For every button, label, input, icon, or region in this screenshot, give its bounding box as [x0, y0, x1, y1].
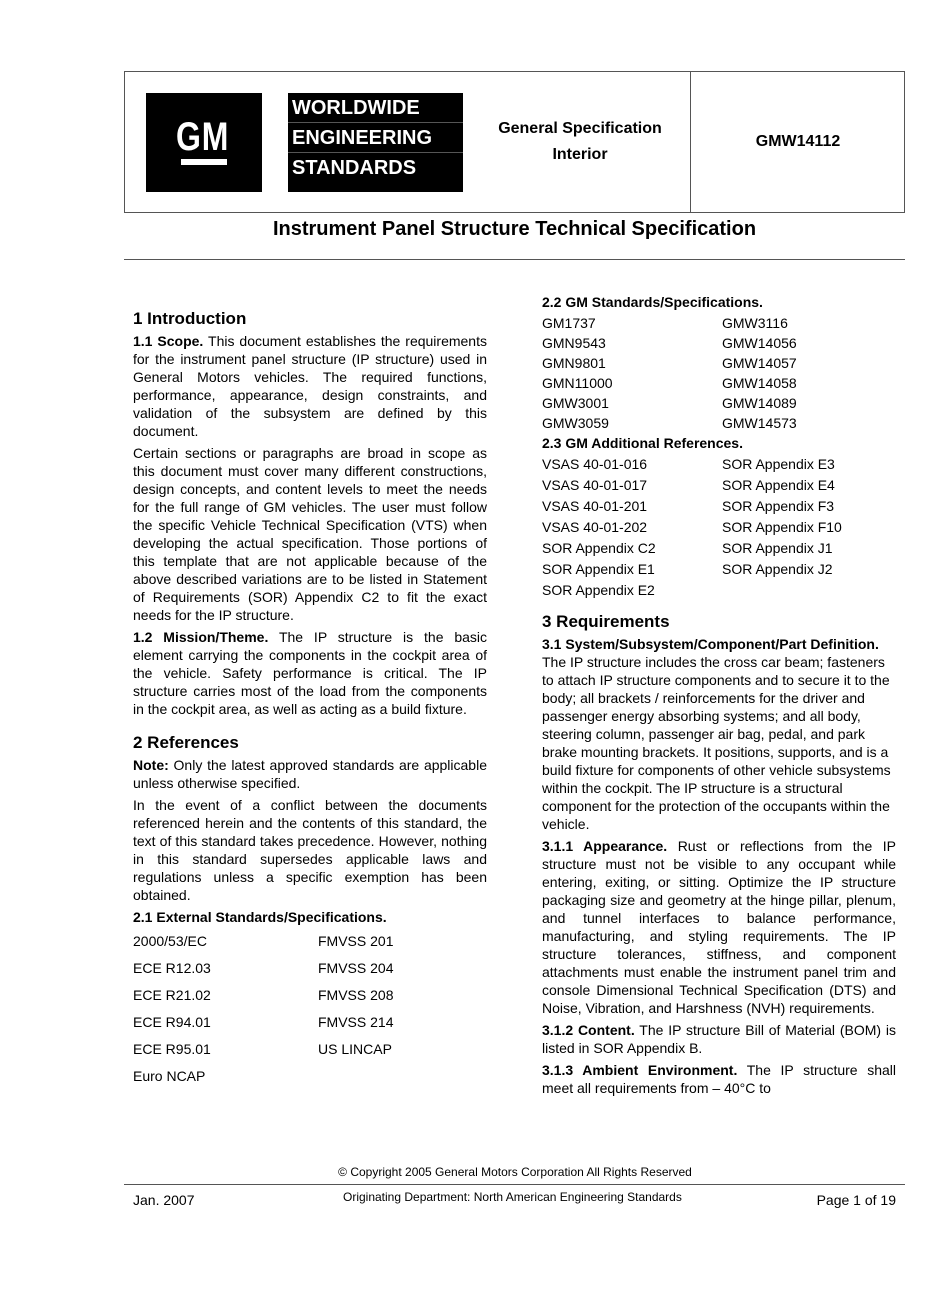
section-heading: 2 References: [133, 733, 239, 752]
reference-item: FMVSS 208: [318, 987, 394, 1003]
paragraph: [542, 1021, 896, 1057]
section-heading: 3 Requirements: [542, 612, 670, 631]
spec-line: General Specification: [498, 120, 662, 137]
paragraph: [133, 756, 487, 792]
reference-item: ECE R12.03: [133, 960, 211, 976]
left-column: [133, 300, 487, 1090]
wes-line: STANDARDS: [292, 157, 417, 179]
reference-item: GMW14057: [722, 355, 797, 371]
para-text: The IP structure Bill of Material (BOM) is listed in SOR Appendix B.: [542, 1022, 896, 1056]
footer-date: Jan. 2007: [133, 1192, 195, 1208]
footer-department: Originating Department: North American Engineering Standards: [343, 1190, 682, 1204]
wes-line: WORLDWIDE: [288, 93, 463, 123]
reference-item: SOR Appendix J2: [722, 561, 833, 577]
reference-item: [722, 580, 896, 601]
reference-item: FMVSS 214: [318, 1014, 394, 1030]
doc-number: GMW14112: [690, 72, 905, 212]
reference-item: GMN9801: [542, 355, 606, 371]
reference-item: GMW14089: [722, 395, 797, 411]
para-label: Note:: [133, 757, 169, 773]
paragraph: Certain sections or paragraphs are broad in scope as this document must cover many different constructions, design concepts, and content levels to meet the needs for the full range of GM vehicles. The user must follow the specific Vehicle Technical Specification (VTS) when developing the actual specification. Those portions of this template that are not applicable because of the above described variations are to be listed in Statement of Requirements (SOR) Appendix C2 to fit the exact needs for the IP structure.: [133, 445, 487, 623]
reference-item: 2000/53/EC: [133, 933, 207, 949]
reference-item: FMVSS 204: [318, 960, 394, 976]
reference-item: GMW3116: [722, 315, 788, 331]
reference-item: VSAS 40-01-016: [542, 456, 648, 472]
page-number: Page 1 of 19: [816, 1192, 896, 1208]
para-label: 3.1.3 Ambient Environment.: [542, 1062, 738, 1078]
paragraph: [542, 837, 896, 1017]
gm-logo-bar: [181, 159, 227, 165]
right-column: [542, 291, 896, 1101]
gm-logo-text: GM: [176, 115, 230, 159]
para-label: 3.1.2 Content.: [542, 1022, 635, 1038]
reference-item: SOR Appendix E2: [542, 582, 655, 598]
external-standards-list: [133, 928, 487, 1090]
reference-item: GM1737: [542, 315, 596, 331]
reference-item: SOR Appendix F10: [722, 519, 842, 535]
reference-item: GMW3059: [542, 415, 609, 431]
spec-category: Interior: [552, 146, 608, 163]
reference-item: GMW3001: [542, 395, 609, 411]
paragraph: [542, 635, 896, 833]
gm-logo: [146, 93, 262, 192]
paragraph: [542, 1061, 896, 1097]
gm-standards-list: [542, 313, 896, 433]
reference-item: GMW14056: [722, 335, 797, 351]
reference-item: VSAS 40-01-017: [542, 477, 648, 493]
para-text: This document establishes the requirements for the instrument panel structure (IP structure) used in General Motors vehicles. The required functions, performance, appearance, design constraints, and validation of the subsystem are defined by this document.: [133, 333, 487, 439]
reference-item: FMVSS 201: [318, 933, 394, 949]
page-title: Instrument Panel Structure Technical Specification: [272, 218, 757, 240]
reference-item: SOR Appendix E4: [722, 477, 835, 493]
divider: [124, 259, 905, 260]
reference-item: GMN11000: [542, 375, 613, 391]
document-header: [124, 71, 905, 213]
para-label: 3.1.1 Appearance.: [542, 838, 668, 854]
para-text: The IP structure includes the cross car beam; fasteners to attach IP structure components and to secure it to the body; all brackets / reinforcements for the driver and passenger energy absorbing systems; and all body, steering column, passenger air bag, pedal, and park brake mounting brackets. It positions, supports, and is a build fixture for components of other vehicle subsystems within the cockpit. The IP structure is a structural component for the protection of the occupants within the vehicle.: [542, 654, 891, 832]
para-text: Rust or reflections from the IP structure must not be visible to any occupant while entering, exiting, or sitting. Optimize the IP structure packaging size and geometry at the hinge pillar, plenum, and tunnel interfaces to balance performance, manufacturing, and styling requirements. The IP structure tolerances, stiffness, and component attachments must enable the instrument panel trim and console Dimensional Technical Specification (DTS) and Noise, Vibration, and Harshness (NVH) requirements.: [542, 838, 896, 1016]
paragraph: [133, 332, 487, 440]
footer-divider: [124, 1184, 905, 1185]
para-text: Only the latest approved standards are applicable unless otherwise specified.: [133, 757, 487, 791]
reference-item: US LINCAP: [318, 1041, 392, 1057]
paragraph: [133, 628, 487, 718]
spec-type: [470, 72, 690, 212]
reference-item: ECE R95.01: [133, 1041, 211, 1057]
reference-item: SOR Appendix C2: [542, 540, 656, 556]
paragraph: In the event of a conflict between the documents referenced herein and the contents of this standard, the text of this standard takes precedence. However, nothing in this standard supersedes applicable laws and regulations unless a specific exemption has been obtained.: [133, 797, 487, 903]
reference-item: VSAS 40-01-201: [542, 498, 648, 514]
para-label: 1.2 Mission/Theme.: [133, 629, 269, 645]
reference-item: SOR Appendix E1: [542, 561, 655, 577]
reference-item: SOR Appendix E3: [722, 456, 835, 472]
reference-item: GMN9543: [542, 335, 606, 351]
reference-item: ECE R21.02: [133, 987, 211, 1003]
reference-item: [318, 1063, 487, 1090]
reference-item: SOR Appendix F3: [722, 498, 835, 514]
worldwide-engineering-standards-logo: [288, 93, 463, 192]
para-text: The IP structure is the basic element carrying the components in the cockpit area of the vehicle. Safety performance is critical. The IP structure carries most of the load from the components in the cockpit area, as well as acting as a build fixture.: [133, 629, 488, 717]
subsection-heading: 2.1 External Standards/Specifications.: [133, 909, 387, 925]
para-text: The IP structure shall meet all requirements from – 40°C to: [542, 1062, 896, 1096]
reference-item: GMW14058: [722, 375, 797, 391]
para-label: 3.1 System/Subsystem/Component/Part Definition.: [542, 636, 879, 652]
para-label: 1.1 Scope.: [133, 333, 204, 349]
reference-item: Euro NCAP: [133, 1068, 206, 1084]
reference-item: GMW14573: [722, 415, 797, 431]
copyright: © Copyright 2005 General Motors Corporation All Rights Reserved: [338, 1165, 692, 1179]
subsection-heading: 2.3 GM Additional References.: [542, 435, 743, 451]
section-heading: 1 Introduction: [133, 309, 247, 328]
wes-line: ENGINEERING: [288, 123, 463, 153]
reference-item: VSAS 40-01-202: [542, 519, 648, 535]
subsection-heading: 2.2 GM Standards/Specifications.: [542, 294, 763, 310]
additional-references-list: [542, 454, 896, 601]
reference-item: ECE R94.01: [133, 1014, 211, 1030]
reference-item: SOR Appendix J1: [722, 540, 833, 556]
